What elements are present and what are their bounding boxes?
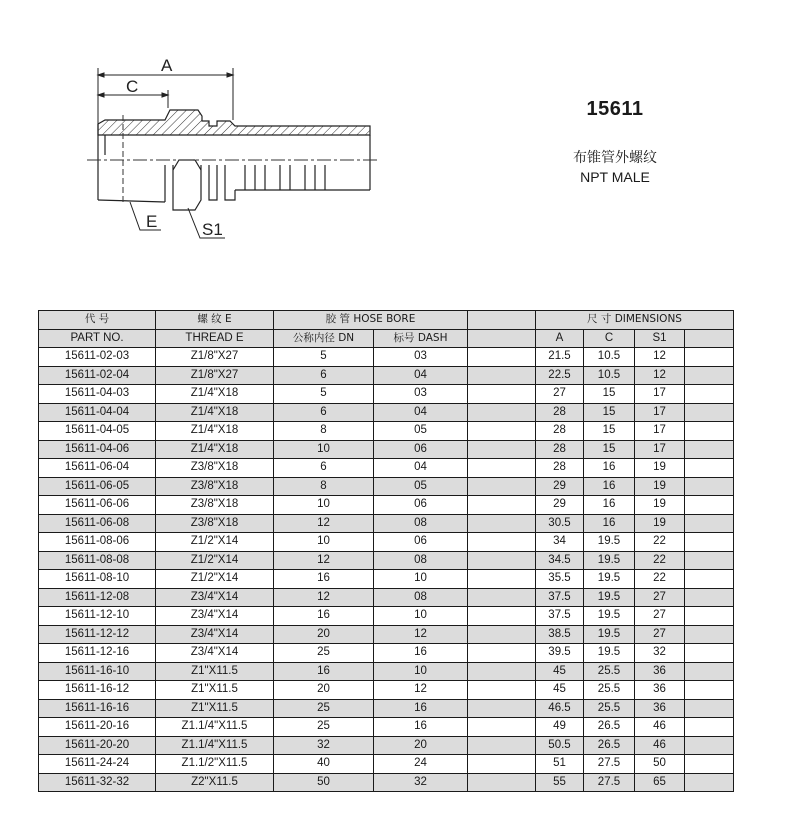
cell-part-no: 15611-04-06 (39, 440, 156, 459)
cell-dn: 16 (274, 607, 374, 626)
cell-blank (468, 422, 536, 441)
cell-a: 50.5 (536, 736, 584, 755)
table-row (39, 773, 734, 792)
cell-blank (685, 348, 734, 367)
cell-thread: Z1/4"X18 (156, 403, 274, 422)
cell-part-no: 15611-04-05 (39, 422, 156, 441)
cell-s1: 22 (635, 570, 685, 589)
header-row-1 (39, 311, 734, 330)
cell-a: 51 (536, 755, 584, 774)
cell-dash: 10 (374, 607, 468, 626)
cell-blank (468, 570, 536, 589)
table-row (39, 348, 734, 367)
cell-blank (468, 477, 536, 496)
cell-blank (685, 477, 734, 496)
description-en: NPT MALE (580, 169, 650, 185)
cell-part-no: 15611-02-03 (39, 348, 156, 367)
cell-thread: Z1/2"X14 (156, 551, 274, 570)
cell-c: 16 (584, 459, 635, 478)
cell-c: 16 (584, 496, 635, 515)
cell-s1: 19 (635, 514, 685, 533)
table-row (39, 422, 734, 441)
cell-s1: 32 (635, 644, 685, 663)
cell-blank (468, 625, 536, 644)
table-row (39, 570, 734, 589)
cell-blank (468, 718, 536, 737)
title-block (540, 98, 690, 185)
cell-part-no: 15611-02-04 (39, 366, 156, 385)
cell-blank (685, 588, 734, 607)
cell-s1: 17 (635, 385, 685, 404)
cell-thread: Z1.1/2"X11.5 (156, 755, 274, 774)
cell-c: 19.5 (584, 551, 635, 570)
dimension-lines (98, 68, 233, 162)
cell-thread: Z1/4"X18 (156, 385, 274, 404)
table-row (39, 681, 734, 700)
cell-blank (468, 403, 536, 422)
cell-a: 27 (536, 385, 584, 404)
cell-s1: 46 (635, 736, 685, 755)
cell-s1: 50 (635, 755, 685, 774)
header-part-cn: 代 号 (39, 311, 156, 330)
cell-part-no: 15611-06-04 (39, 459, 156, 478)
header-blank-2 (468, 329, 536, 348)
table-row (39, 366, 734, 385)
cell-dn: 8 (274, 477, 374, 496)
table-row (39, 459, 734, 478)
header-row-2 (39, 329, 734, 348)
cell-thread: Z1"X11.5 (156, 681, 274, 700)
cell-a: 55 (536, 773, 584, 792)
cell-a: 28 (536, 440, 584, 459)
cell-c: 19.5 (584, 588, 635, 607)
cell-thread: Z3/8"X18 (156, 514, 274, 533)
cell-blank (468, 533, 536, 552)
cell-dn: 8 (274, 422, 374, 441)
cell-blank (468, 588, 536, 607)
cell-a: 49 (536, 718, 584, 737)
cell-blank (468, 459, 536, 478)
table-row (39, 514, 734, 533)
cell-dn: 6 (274, 366, 374, 385)
table-row (39, 625, 734, 644)
cell-dn: 5 (274, 385, 374, 404)
header-dash: 标号 DASH (374, 329, 468, 348)
cell-thread: Z1"X11.5 (156, 662, 274, 681)
cell-s1: 36 (635, 699, 685, 718)
cell-blank (685, 496, 734, 515)
table-row (39, 403, 734, 422)
cell-thread: Z3/4"X14 (156, 625, 274, 644)
cell-c: 19.5 (584, 533, 635, 552)
cell-part-no: 15611-08-10 (39, 570, 156, 589)
table-row (39, 551, 734, 570)
header-thread-cn: 螺 纹 E (156, 311, 274, 330)
cell-dn: 10 (274, 440, 374, 459)
cell-dash: 05 (374, 422, 468, 441)
cell-blank (685, 718, 734, 737)
cell-a: 37.5 (536, 607, 584, 626)
cell-dn: 6 (274, 459, 374, 478)
cell-dn: 10 (274, 496, 374, 515)
cell-c: 27.5 (584, 773, 635, 792)
header-s1: S1 (635, 329, 685, 348)
cell-c: 25.5 (584, 681, 635, 700)
cell-dn: 32 (274, 736, 374, 755)
cell-blank (468, 366, 536, 385)
cell-part-no: 15611-20-20 (39, 736, 156, 755)
cell-thread: Z2"X11.5 (156, 773, 274, 792)
table-row (39, 718, 734, 737)
cell-dash: 12 (374, 681, 468, 700)
cell-blank (685, 551, 734, 570)
cell-c: 15 (584, 422, 635, 441)
table-row (39, 644, 734, 663)
cell-c: 15 (584, 403, 635, 422)
cell-part-no: 15611-04-03 (39, 385, 156, 404)
cell-s1: 17 (635, 440, 685, 459)
dimension-label-a: A (161, 56, 173, 75)
cell-dn: 6 (274, 403, 374, 422)
header-blank (468, 311, 536, 330)
cell-part-no: 15611-16-12 (39, 681, 156, 700)
cell-dash: 16 (374, 718, 468, 737)
table-row (39, 533, 734, 552)
cell-s1: 19 (635, 496, 685, 515)
cell-a: 22.5 (536, 366, 584, 385)
cell-c: 15 (584, 440, 635, 459)
cell-dash: 20 (374, 736, 468, 755)
cell-dash: 16 (374, 644, 468, 663)
header-blank-3 (685, 329, 734, 348)
cell-dash: 06 (374, 533, 468, 552)
cell-thread: Z1"X11.5 (156, 699, 274, 718)
cell-dash: 12 (374, 625, 468, 644)
cell-a: 38.5 (536, 625, 584, 644)
cell-blank (468, 755, 536, 774)
table-row (39, 496, 734, 515)
cell-dn: 12 (274, 551, 374, 570)
cell-dn: 16 (274, 662, 374, 681)
cell-s1: 12 (635, 366, 685, 385)
cell-dn: 12 (274, 514, 374, 533)
cell-blank (685, 607, 734, 626)
table-row (39, 755, 734, 774)
cell-c: 10.5 (584, 348, 635, 367)
cell-a: 34.5 (536, 551, 584, 570)
cell-blank (685, 755, 734, 774)
cell-dash: 06 (374, 496, 468, 515)
cell-dn: 5 (274, 348, 374, 367)
cell-s1: 22 (635, 551, 685, 570)
cell-c: 26.5 (584, 718, 635, 737)
cell-c: 10.5 (584, 366, 635, 385)
cell-blank (468, 607, 536, 626)
cell-part-no: 15611-06-08 (39, 514, 156, 533)
cell-dn: 20 (274, 681, 374, 700)
cell-part-no: 15611-16-16 (39, 699, 156, 718)
cell-blank (685, 422, 734, 441)
header-thread-e: THREAD E (156, 329, 274, 348)
cell-c: 19.5 (584, 625, 635, 644)
cell-blank (468, 681, 536, 700)
cell-part-no: 15611-12-10 (39, 607, 156, 626)
table-row (39, 440, 734, 459)
cell-thread: Z1/8"X27 (156, 366, 274, 385)
cell-part-no: 15611-12-12 (39, 625, 156, 644)
cell-a: 37.5 (536, 588, 584, 607)
cell-thread: Z3/8"X18 (156, 496, 274, 515)
cell-dn: 25 (274, 718, 374, 737)
cell-dash: 03 (374, 348, 468, 367)
header-hose-bore: 胶 管 HOSE BORE (274, 311, 468, 330)
cell-blank (685, 736, 734, 755)
cell-dash: 04 (374, 403, 468, 422)
cell-blank (468, 348, 536, 367)
cell-thread: Z3/4"X14 (156, 607, 274, 626)
cell-part-no: 15611-04-04 (39, 403, 156, 422)
cell-dash: 32 (374, 773, 468, 792)
table-row (39, 477, 734, 496)
table-row (39, 699, 734, 718)
cell-blank (685, 681, 734, 700)
cell-thread: Z1.1/4"X11.5 (156, 718, 274, 737)
cell-a: 28 (536, 403, 584, 422)
table-row (39, 385, 734, 404)
cell-s1: 22 (635, 533, 685, 552)
table-row (39, 588, 734, 607)
cell-blank (468, 385, 536, 404)
cell-blank (685, 662, 734, 681)
cell-c: 25.5 (584, 699, 635, 718)
fitting-section (98, 110, 370, 135)
cell-blank (685, 570, 734, 589)
cell-part-no: 15611-16-10 (39, 662, 156, 681)
cell-a: 45 (536, 681, 584, 700)
cell-blank (468, 662, 536, 681)
cell-s1: 65 (635, 773, 685, 792)
header-c: C (584, 329, 635, 348)
cell-blank (685, 533, 734, 552)
cell-a: 21.5 (536, 348, 584, 367)
dimension-label-s1: S1 (202, 220, 223, 239)
cell-blank (685, 644, 734, 663)
cell-a: 29 (536, 496, 584, 515)
cell-part-no: 15611-12-16 (39, 644, 156, 663)
cell-thread: Z1/4"X18 (156, 440, 274, 459)
cell-c: 25.5 (584, 662, 635, 681)
cell-thread: Z3/8"X18 (156, 459, 274, 478)
cell-blank (685, 385, 734, 404)
cell-blank (468, 551, 536, 570)
cell-a: 29 (536, 477, 584, 496)
cell-s1: 27 (635, 588, 685, 607)
cell-dash: 08 (374, 514, 468, 533)
cell-dash: 10 (374, 662, 468, 681)
cell-c: 19.5 (584, 570, 635, 589)
cell-blank (685, 366, 734, 385)
cell-s1: 46 (635, 718, 685, 737)
description-cn: 布锥管外螺纹 (573, 150, 657, 166)
cell-blank (468, 699, 536, 718)
cell-a: 34 (536, 533, 584, 552)
cell-c: 16 (584, 514, 635, 533)
cell-s1: 12 (635, 348, 685, 367)
table-row (39, 736, 734, 755)
cell-dn: 20 (274, 625, 374, 644)
cell-thread: Z1/2"X14 (156, 570, 274, 589)
cell-dn: 12 (274, 588, 374, 607)
cell-dash: 16 (374, 699, 468, 718)
cell-blank (468, 773, 536, 792)
cell-blank (685, 459, 734, 478)
cell-part-no: 15611-12-08 (39, 588, 156, 607)
cell-s1: 36 (635, 681, 685, 700)
cell-s1: 27 (635, 625, 685, 644)
cell-dash: 04 (374, 366, 468, 385)
cell-dash: 24 (374, 755, 468, 774)
cell-dn: 25 (274, 644, 374, 663)
cell-dn: 16 (274, 570, 374, 589)
cell-thread: Z1/2"X14 (156, 533, 274, 552)
cell-s1: 36 (635, 662, 685, 681)
fitting-outline (98, 124, 370, 210)
cell-part-no: 15611-24-24 (39, 755, 156, 774)
cell-dash: 04 (374, 459, 468, 478)
cell-blank (685, 625, 734, 644)
cell-dn: 40 (274, 755, 374, 774)
cell-thread: Z1/8"X27 (156, 348, 274, 367)
cell-c: 19.5 (584, 607, 635, 626)
cell-dn: 50 (274, 773, 374, 792)
cell-part-no: 15611-06-06 (39, 496, 156, 515)
cell-thread: Z3/4"X14 (156, 588, 274, 607)
cell-blank (468, 440, 536, 459)
cell-blank (468, 514, 536, 533)
cell-a: 35.5 (536, 570, 584, 589)
header-dn: 公称内径 DN (274, 329, 374, 348)
cell-s1: 27 (635, 607, 685, 626)
fitting-drawing (85, 50, 385, 250)
cell-a: 46.5 (536, 699, 584, 718)
cell-dash: 05 (374, 477, 468, 496)
cell-part-no: 15611-08-06 (39, 533, 156, 552)
cell-dn: 10 (274, 533, 374, 552)
cell-c: 16 (584, 477, 635, 496)
cell-c: 27.5 (584, 755, 635, 774)
cell-part-no: 15611-32-32 (39, 773, 156, 792)
cell-blank (468, 736, 536, 755)
cell-dash: 06 (374, 440, 468, 459)
cell-a: 39.5 (536, 644, 584, 663)
cell-s1: 19 (635, 477, 685, 496)
cell-s1: 19 (635, 459, 685, 478)
dimension-label-c: C (126, 77, 139, 96)
cell-c: 15 (584, 385, 635, 404)
cell-a: 30.5 (536, 514, 584, 533)
cell-blank (685, 403, 734, 422)
cell-dash: 10 (374, 570, 468, 589)
cell-dn: 25 (274, 699, 374, 718)
cell-thread: Z3/4"X14 (156, 644, 274, 663)
cell-blank (685, 440, 734, 459)
cell-thread: Z3/8"X18 (156, 477, 274, 496)
cell-a: 28 (536, 422, 584, 441)
cell-blank (685, 773, 734, 792)
model-number: 15611 (586, 98, 644, 120)
cell-dash: 08 (374, 588, 468, 607)
cell-blank (685, 514, 734, 533)
cell-part-no: 15611-08-08 (39, 551, 156, 570)
cell-thread: Z1.1/4"X11.5 (156, 736, 274, 755)
cell-dash: 03 (374, 385, 468, 404)
cell-blank (685, 699, 734, 718)
header-part-no: PART NO. (39, 329, 156, 348)
cell-a: 45 (536, 662, 584, 681)
cell-blank (468, 644, 536, 663)
cell-a: 28 (536, 459, 584, 478)
dimension-label-e: E (146, 212, 158, 231)
table-row (39, 662, 734, 681)
cell-thread: Z1/4"X18 (156, 422, 274, 441)
cell-part-no: 15611-20-16 (39, 718, 156, 737)
cell-part-no: 15611-06-05 (39, 477, 156, 496)
spec-table (38, 310, 734, 792)
cell-s1: 17 (635, 422, 685, 441)
cell-c: 26.5 (584, 736, 635, 755)
header-dimensions: 尺 寸 DIMENSIONS (536, 311, 734, 330)
cell-dash: 08 (374, 551, 468, 570)
cell-c: 19.5 (584, 644, 635, 663)
cell-blank (468, 496, 536, 515)
header-a: A (536, 329, 584, 348)
table-row (39, 607, 734, 626)
cell-s1: 17 (635, 403, 685, 422)
